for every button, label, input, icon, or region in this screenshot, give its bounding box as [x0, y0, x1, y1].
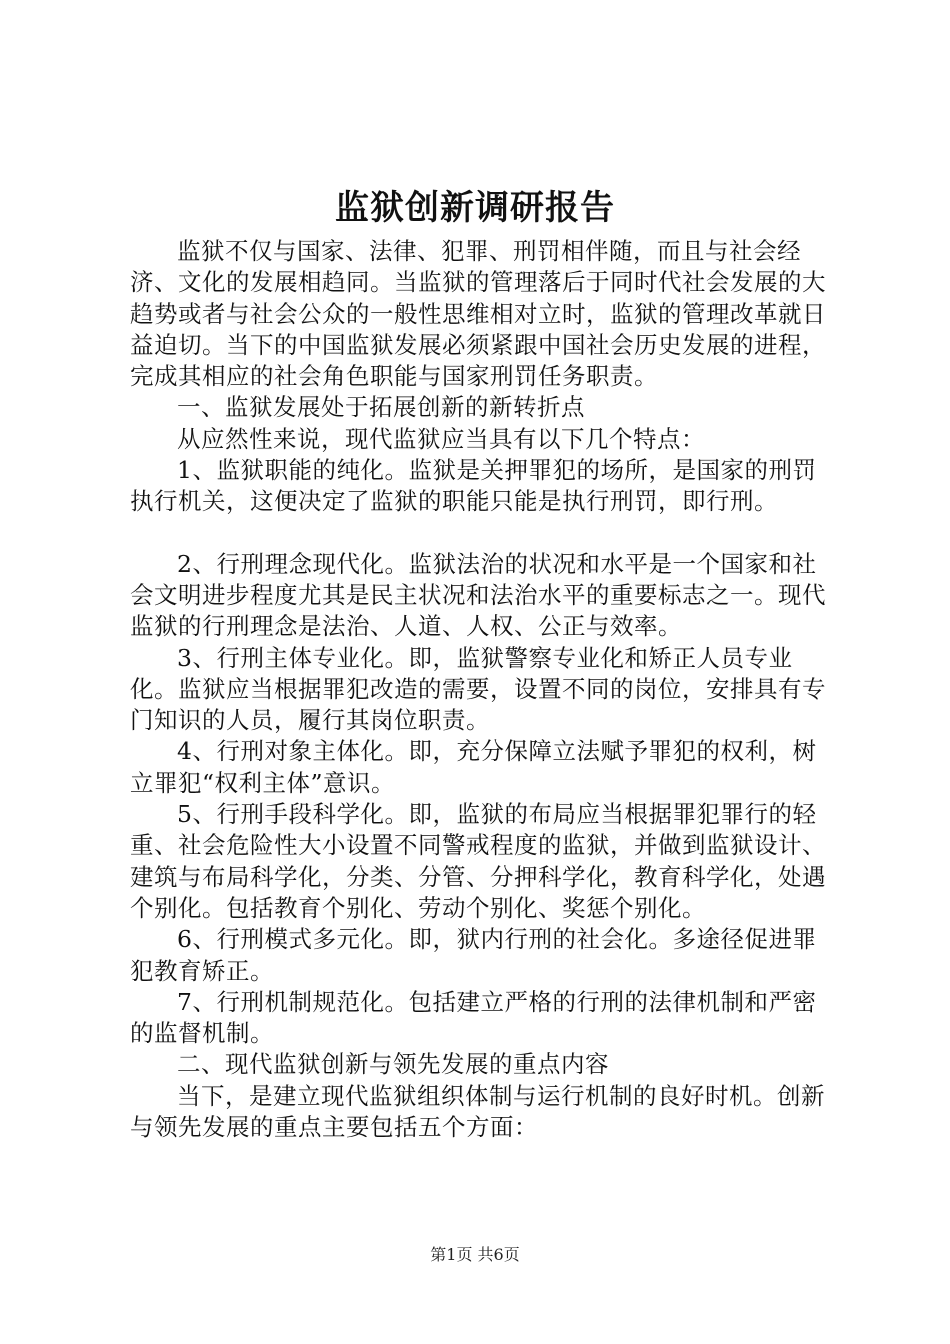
- list-item-3: 3、行刑主体专业化。即，监狱警察专业化和矫正人员专业化。监狱应当根据罪犯改造的需要，设置不同的岗位，安排具有专门知识的人员，履行其岗位职责。: [130, 643, 826, 735]
- document-body: [130, 236, 830, 1143]
- body-paragraph: 从应然性来说，现代监狱应当具有以下几个特点：: [177, 424, 705, 453]
- section-heading-1: 一、监狱发展处于拓展创新的新转折点: [177, 393, 585, 422]
- body-paragraph: 当下，是建立现代监狱组织体制与运行机制的良好时机。创新与领先发展的重点主要包括五个方面：: [130, 1081, 825, 1142]
- list-item-2: 2、行刑理念现代化。监狱法治的状况和水平是一个国家和社会文明进步程度尤其是民主状况和法治水平的重要标志之一。现代监狱的行刑理念是法治、人道、人权、公正与效率。: [130, 549, 826, 641]
- page-number-footer: 第1页 共6页: [430, 1245, 520, 1264]
- section-heading-2: 二、现代监狱创新与领先发展的重点内容: [177, 1050, 609, 1079]
- list-item-1: 1、监狱职能的纯化。监狱是关押罪犯的场所，是国家的刑罚执行机关，这便决定了监狱的职能只能是执行刑罚，即行刑。: [130, 456, 817, 516]
- intro-paragraph: 监狱不仅与国家、法律、犯罪、刑罚相伴随，而且与社会经济、文化的发展相趋同。当监狱的管理落后于同时代社会发展的大趋势或者与社会公众的一般性思维相对立时，监狱的管理改革就日益迫切。当下的中国监狱发展必须紧跟中国社会历史发展的进程，完成其相应的社会角色职能与国家刑罚任务职责。: [130, 237, 826, 391]
- list-item-6: 6、行刑模式多元化。即，狱内行刑的社会化。多途径促进罪犯教育矫正。: [130, 925, 817, 985]
- list-item-4: 4、行刑对象主体化。即，充分保障立法赋予罪犯的权利，树立罪犯“权利主体”意识。: [130, 737, 817, 797]
- document-title: 监狱创新调研报告: [335, 188, 615, 228]
- list-item-5: 5、行刑手段科学化。即，监狱的布局应当根据罪犯罪行的轻重、社会危险性大小设置不同警戒程度的监狱，并做到监狱设计、建筑与布局科学化，分类、分管、分押科学化，教育科学化，处遇个别化。包括教育个别化、劳动个别化、奖惩个别化。: [130, 800, 826, 922]
- list-item-7: 7、行刑机制规范化。包括建立严格的行刑的法律机制和严密的监督机制。: [130, 987, 817, 1048]
